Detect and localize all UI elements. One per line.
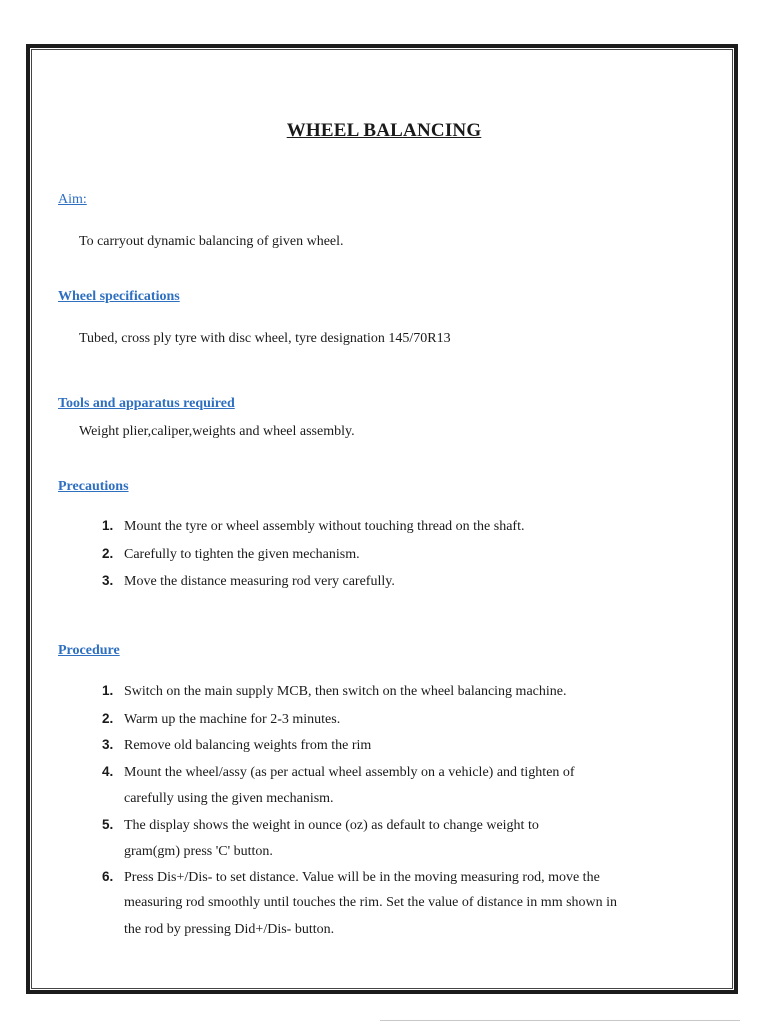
procedure-item (102, 683, 566, 700)
procedure-text-continuation: measuring rod smoothly until touches the rim. Set the value of distance in mm shown in (124, 895, 618, 910)
tools-text: Weight plier,caliper,weights and wheel assembly. (79, 424, 355, 439)
procedure-item (102, 817, 539, 834)
precaution-item (102, 573, 395, 590)
precaution-number: 1. (102, 518, 114, 533)
procedure-item (102, 711, 340, 728)
wheel-specifications-heading: Wheel specifications (58, 289, 180, 304)
procedure-text-continuation: the rod by pressing Did+/Dis- button. (124, 922, 335, 937)
procedure-text-continuation: gram(gm) press 'C' button. (124, 844, 273, 859)
precaution-item (102, 546, 360, 563)
procedure-item (102, 869, 600, 886)
document-title: WHEEL BALANCING (286, 120, 482, 141)
procedure-number: 6. (102, 869, 114, 884)
precaution-item (102, 518, 524, 535)
procedure-number: 5. (102, 817, 114, 832)
procedure-item (102, 737, 371, 754)
precaution-number: 2. (102, 546, 114, 561)
precaution-text: Carefully to tighten the given mechanism. (124, 547, 360, 562)
precaution-number: 3. (102, 573, 114, 588)
procedure-number: 3. (102, 737, 114, 752)
procedure-number: 1. (102, 683, 114, 698)
procedure-text: Remove old balancing weights from the rim (124, 738, 372, 753)
procedure-text: Warm up the machine for 2-3 minutes. (124, 712, 341, 727)
aim-heading: Aim: (58, 192, 87, 207)
procedure-item (102, 764, 575, 781)
precautions-heading: Precautions (58, 479, 129, 494)
scan-edge-line (380, 1020, 740, 1021)
procedure-text: Switch on the main supply MCB, then switch on the wheel balancing machine. (124, 684, 567, 699)
tools-heading: Tools and apparatus required (58, 396, 235, 411)
wheel-specifications-text: Tubed, cross ply tyre with disc wheel, tyre designation 145/70R13 (79, 331, 451, 346)
procedure-number: 4. (102, 764, 114, 779)
procedure-heading: Procedure (58, 643, 120, 658)
procedure-number: 2. (102, 711, 114, 726)
precaution-text: Move the distance measuring rod very carefully. (124, 574, 395, 589)
precaution-text: Mount the tyre or wheel assembly without touching thread on the shaft. (124, 519, 525, 534)
procedure-text: Press Dis+/Dis- to set distance. Value will be in the moving measuring rod, move the (124, 870, 600, 885)
procedure-text: Mount the wheel/assy (as per actual wheel assembly on a vehicle) and tighten of (124, 765, 575, 780)
procedure-text: The display shows the weight in ounce (oz) as default to change weight to (124, 818, 539, 833)
procedure-text-continuation: carefully using the given mechanism. (124, 791, 334, 806)
aim-text: To carryout dynamic balancing of given wheel. (79, 234, 344, 249)
